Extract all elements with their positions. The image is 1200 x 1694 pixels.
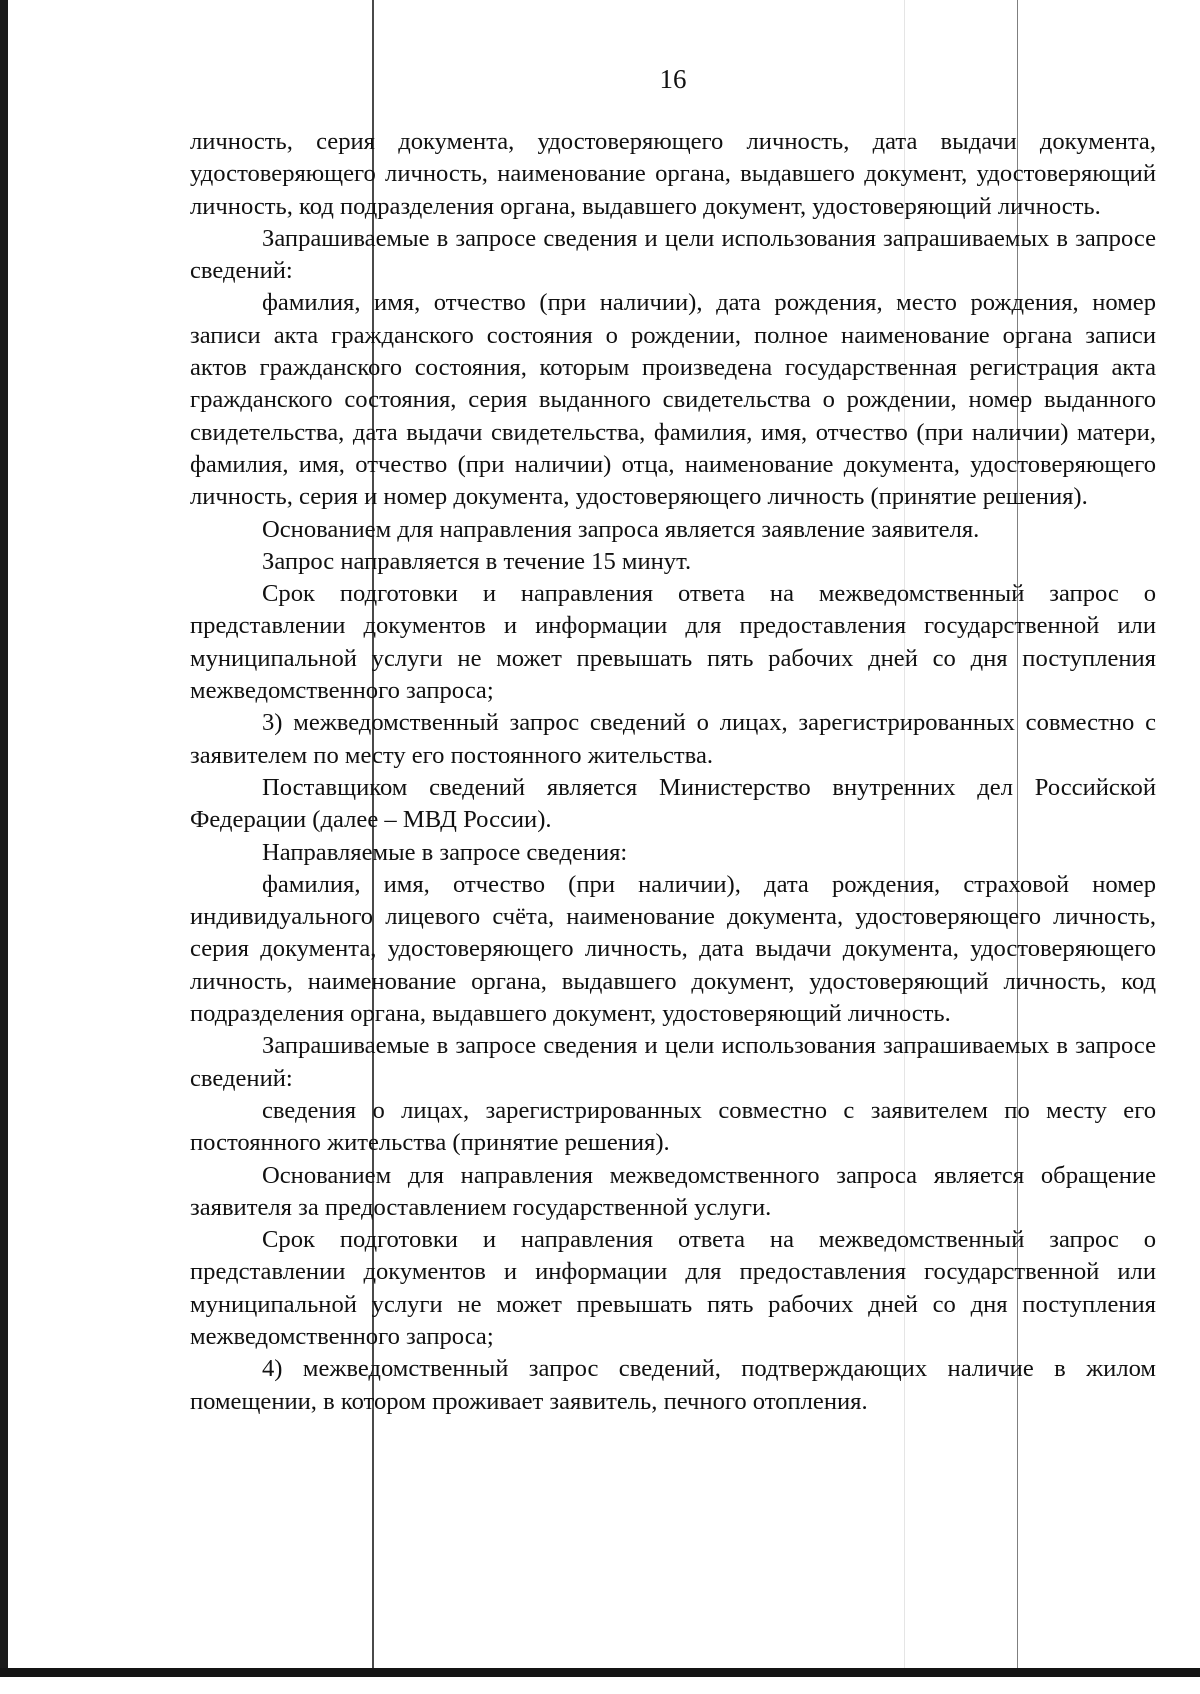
paragraph: фамилия, имя, отчество (при наличии), дата рождения, место рождения, номер записи акта гражданского состояния о рождении, полное наименование органа записи актов гражданского состояния, которым произведена государственная регистрация акта гражданского состояния, серия выданного свидетельства о рождении, номер выданного свидетельства, дата выдачи свидетельства, фамилия, имя, отчество (при наличии) матери, фамилия, имя, отчество (при наличии) отца, наименование документа, удостоверяющего личность, серия и номер документа, удостоверяющего личность (принятие решения). <box>190 289 1156 511</box>
paragraph: Срок подготовки и направления ответа на межведомственный запрос о представлении документов и информации для предоставления государственной или муниципальной услуги не может превышать пять рабочих дней со дня поступления межведомственного запроса; <box>190 1226 1156 1350</box>
page-number: 16 <box>659 64 687 94</box>
paragraph: Основанием для направления межведомственного запроса является обращение заявителя за предоставлением государственной услуги. <box>190 1161 1156 1221</box>
document-body <box>190 126 1156 1418</box>
paragraph: личность, серия документа, удостоверяющего личность, дата выдачи документа, удостоверяющего личность, наименование органа, выдавшего документ, удостоверяющий личность, код подразделения органа, выдавшего документ, удостоверяющий личность. <box>190 128 1156 220</box>
paragraph: Поставщиком сведений является Министерство внутренних дел Российской Федерации (далее – МВД России). <box>190 773 1156 834</box>
paragraph: сведения о лицах, зарегистрированных совместно с заявителем по месту его постоянного жительства (принятие решения). <box>190 1096 1156 1157</box>
paragraph: Основанием для направления запроса является заявление заявителя. <box>262 515 980 543</box>
paragraph: Запрашиваемые в запросе сведения и цели использования запрашиваемых в запросе сведений: <box>190 1032 1156 1092</box>
paragraph: Запрос направляется в течение 15 минут. <box>262 547 692 575</box>
paragraph: 4) межведомственный запрос сведений, подтверждающих наличие в жилом помещении, в котором проживает заявитель, печного отопления. <box>190 1355 1156 1415</box>
paragraph: Срок подготовки и направления ответа на межведомственный запрос о представлении документов и информации для предоставления государственной или муниципальной услуги не может превышать пять рабочих дней со дня поступления межведомственного запроса; <box>190 580 1156 705</box>
paragraph: фамилия, имя, отчество (при наличии), дата рождения, страховой номер индивидуального лицевого счёта, наименование документа, удостоверяющего личность, серия документа, удостоверяющего личность, дата выдачи документа, удостоверяющего личность, наименование органа, выдавшего документ, удостоверяющий личность, код подразделения органа, выдавшего документ, удостоверяющий личность. <box>190 870 1156 1028</box>
paragraph: 3) межведомственный запрос сведений о лицах, зарегистрированных совместно с заявителем по месту его постоянного жительства. <box>190 709 1156 769</box>
paragraph: Направляемые в запросе сведения: <box>262 838 628 866</box>
paragraph: Запрашиваемые в запросе сведения и цели использования запрашиваемых в запросе сведений: <box>190 224 1156 285</box>
scan-edge-bottom <box>0 1668 1200 1694</box>
scan-edge-left <box>0 0 8 1694</box>
